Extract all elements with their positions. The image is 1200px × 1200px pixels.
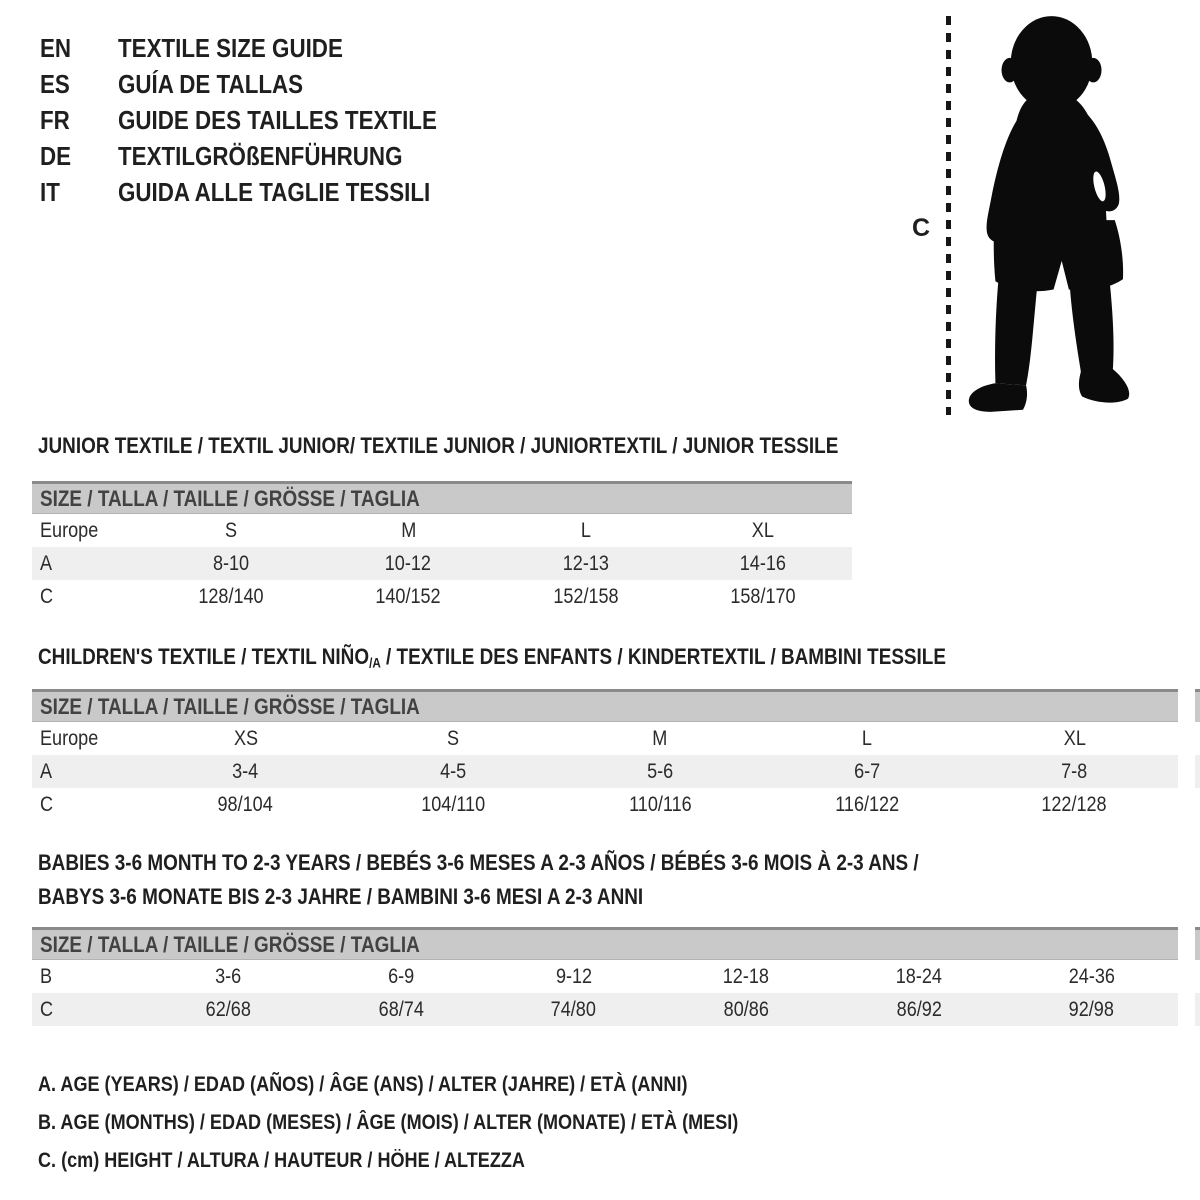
measurement-legend: [38, 1066, 852, 1180]
lang-code: DE: [40, 140, 72, 171]
size-cell: L: [862, 726, 873, 750]
lang-row-it: [40, 174, 489, 210]
babies-table-header-bar: [32, 927, 1178, 960]
lang-code: EN: [40, 32, 72, 63]
junior-size-table: [32, 481, 852, 613]
lang-row-fr: [40, 102, 489, 138]
cutoff-column-sliver: [1195, 689, 1200, 722]
height-cell: 92/98: [1069, 997, 1115, 1021]
size-cell: S: [224, 518, 237, 542]
height-cell: 128/140: [198, 584, 264, 608]
children-size-table: [32, 689, 1178, 821]
row-label: B: [40, 964, 53, 988]
height-cell: 110/116: [628, 792, 692, 816]
age-cell: 10-12: [385, 551, 432, 575]
size-cell: XS: [233, 726, 258, 750]
size-header-label: SIZE / TALLA / TAILLE / GRÖSSE / TAGLIA: [40, 693, 420, 719]
months-cell: 3-6: [215, 964, 242, 988]
height-cell: 98/104: [217, 792, 274, 816]
junior-section-title: JUNIOR TEXTILE / TEXTIL JUNIOR/ TEXTILE JUNIOR / JUNIORTEXTIL / JUNIOR TESSILE: [38, 433, 839, 458]
height-cell: 62/68: [205, 997, 251, 1021]
junior-table-header-bar: [32, 481, 852, 514]
babies-size-table: [32, 927, 1178, 1026]
height-cell: 80/86: [723, 997, 769, 1021]
lang-title: GUIDA ALLE TAGLIE TESSILI: [118, 176, 431, 207]
size-cell: S: [446, 726, 459, 750]
lang-title: TEXTILGRÖßENFÜHRUNG: [118, 140, 403, 171]
months-cell: 9-12: [555, 964, 592, 988]
babies-section-title: BABIES 3-6 MONTH TO 2-3 YEARS / BEBÉS 3-6 MESES A 2-3 AÑOS / BÉBÉS 3-6 MOIS À 2-3 ANS / BABYS 3-6 MONATE BIS 2-3 JAHRE / BAMBINI 3-6 MESI A 2-3 ANNI: [38, 850, 919, 909]
cutoff-column-sliver: [1195, 927, 1200, 960]
size-header-label: SIZE / TALLA / TAILLE / GRÖSSE / TAGLIA: [40, 485, 420, 511]
lang-code: IT: [40, 176, 60, 207]
table-row: [32, 993, 1178, 1026]
table-row: [32, 514, 852, 547]
height-cell: 86/92: [896, 997, 942, 1021]
lang-row-es: [40, 66, 489, 102]
table-row: [32, 960, 1178, 993]
size-cell: XL: [752, 518, 775, 542]
months-cell: 24-36: [1068, 964, 1115, 988]
children-table-header-bar: [32, 689, 1178, 722]
height-cell: 158/170: [730, 584, 796, 608]
baby-silhouette: [958, 12, 1143, 420]
age-cell: 6-7: [854, 759, 881, 783]
table-row: [32, 722, 1178, 755]
lang-code: FR: [40, 104, 70, 135]
row-label: A: [40, 759, 53, 783]
months-cell: 18-24: [895, 964, 943, 988]
row-label: C: [40, 997, 54, 1021]
size-header-label: SIZE / TALLA / TAILLE / GRÖSSE / TAGLIA: [40, 931, 420, 957]
height-cell: 116/122: [835, 792, 900, 816]
lang-title: GUIDE DES TAILLES TEXTILE: [118, 104, 437, 135]
children-section-title: CHILDREN'S TEXTILE / TEXTIL NIÑO/A / TEXTILE DES ENFANTS / KINDERTEXTIL / BAMBINI TESSILE: [38, 644, 946, 671]
size-cell: XL: [1063, 726, 1086, 750]
nino-a-subscript: /A: [369, 655, 381, 671]
size-cell: L: [580, 518, 591, 542]
table-row: [32, 788, 1178, 821]
cutoff-column-sliver: [1195, 993, 1200, 1026]
cutoff-column-sliver: [1195, 755, 1200, 788]
age-cell: 14-16: [740, 551, 787, 575]
height-cell: 104/110: [420, 792, 485, 816]
legend-line-c: C. (cm) HEIGHT / ALTURA / HAUTEUR / HÖHE / ALTEZZA: [38, 1149, 525, 1172]
months-cell: 6-9: [387, 964, 415, 988]
age-cell: 8-10: [212, 551, 249, 575]
table-row: [32, 547, 852, 580]
age-cell: 3-4: [232, 759, 259, 783]
lang-row-en: [40, 30, 489, 66]
age-cell: 12-13: [562, 551, 609, 575]
measure-c-label: C: [912, 214, 931, 242]
row-label: Europe: [40, 726, 99, 750]
row-label: C: [40, 584, 54, 608]
size-cell: M: [400, 518, 416, 542]
age-cell: 5-6: [646, 759, 674, 783]
size-cell: M: [652, 726, 668, 750]
row-label: A: [40, 551, 53, 575]
age-cell: 4-5: [439, 759, 466, 783]
height-cell: 140/152: [375, 584, 441, 608]
height-cell: 68/74: [378, 997, 424, 1021]
lang-title: GUÍA DE TALLAS: [118, 68, 304, 99]
legend-line-b: B. AGE (MONTHS) / EDAD (MESES) / ÂGE (MOIS) / ALTER (MONATE) / ETÀ (MESI): [38, 1111, 739, 1134]
lang-title: TEXTILE SIZE GUIDE: [118, 32, 343, 63]
height-measure-dashed-line: [946, 16, 951, 415]
table-row: [32, 755, 1178, 788]
age-cell: 7-8: [1061, 759, 1088, 783]
months-cell: 12-18: [723, 964, 770, 988]
table-row: [32, 580, 852, 613]
height-cell: 74/80: [551, 997, 597, 1021]
row-label: C: [40, 792, 54, 816]
language-title-list: [40, 30, 489, 210]
lang-row-de: [40, 138, 489, 174]
row-label: Europe: [40, 518, 99, 542]
lang-code: ES: [40, 68, 70, 99]
height-cell: 152/158: [553, 584, 619, 608]
height-cell: 122/128: [1041, 792, 1108, 816]
legend-line-a: A. AGE (YEARS) / EDAD (AÑOS) / ÂGE (ANS) / ALTER (JAHRE) / ETÀ (ANNI): [38, 1073, 688, 1096]
